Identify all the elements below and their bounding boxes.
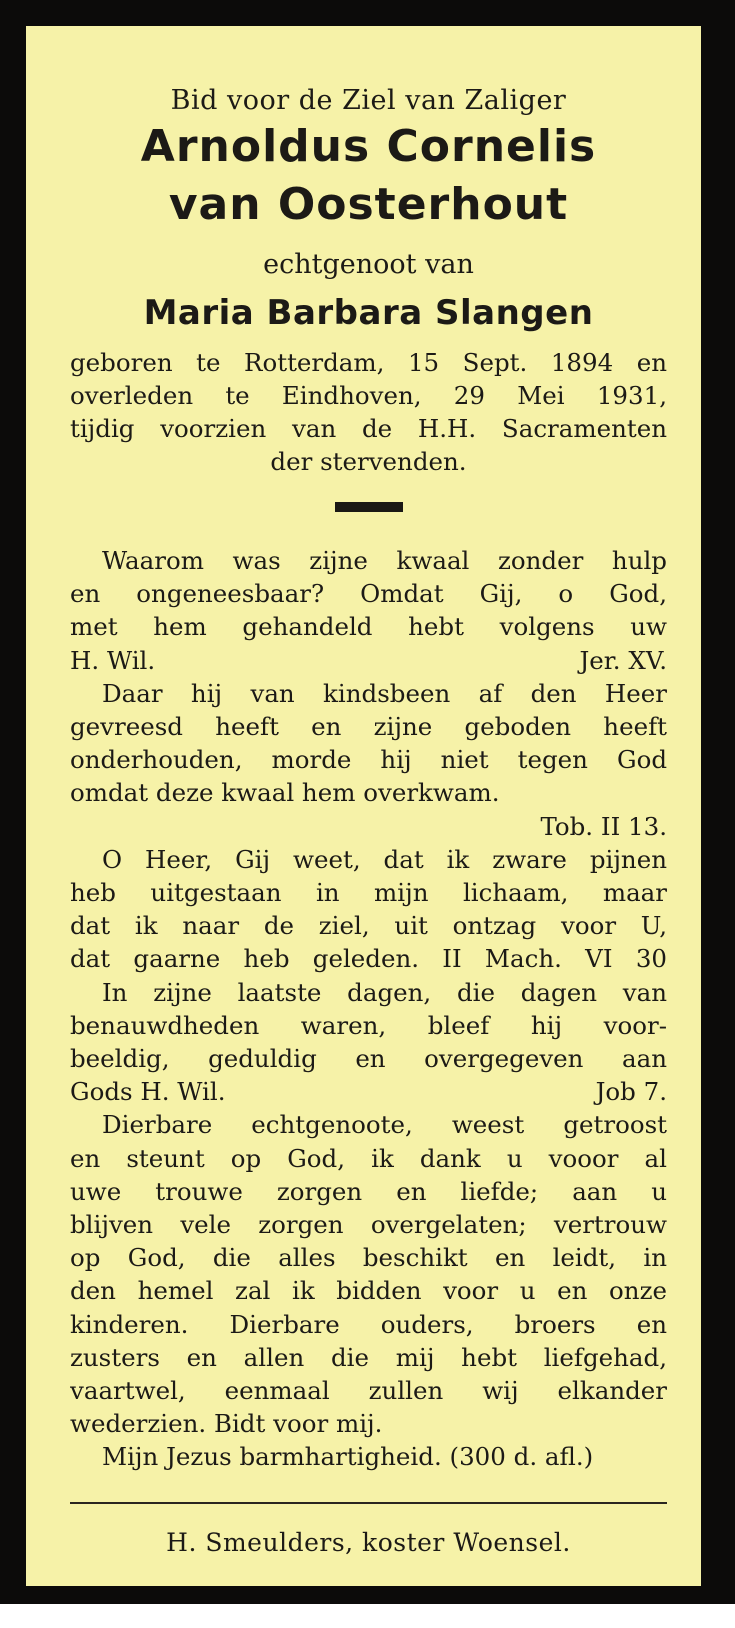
verse-line: en steunt op God, ik dank u vooor al [70, 1143, 667, 1173]
indulgence-prayer: Mijn Jezus barmhartigheid. (300 d. afl.) [102, 1442, 594, 1472]
memorial-card [26, 26, 701, 1586]
verse-line: onderhouden, morde hij niet tegen God [70, 745, 667, 775]
verse-line: dat gaarne heb geleden. II Mach. VI 30 [70, 944, 667, 974]
verse-line: Waarom was zijne kwaal zonder hulp [102, 546, 667, 575]
verse-line: omdat deze kwaal hem overkwam. [70, 778, 500, 808]
verse-line: Gods H. Wil. [70, 1077, 226, 1107]
verse-line: blijven vele zorgen overgelaten; vertrouw [70, 1210, 667, 1240]
bio-line: der stervenden. [270, 447, 467, 476]
verse-line: op God, die alles beschikt en leidt, in [70, 1243, 667, 1273]
scripture-reference: Jer. XV. [579, 645, 667, 675]
verse-line: den hemel zal ik bidden voor u en onze [70, 1276, 667, 1306]
biography [70, 346, 667, 478]
verse-line: en ongeneesbaar? Omdat Gij, o God, [70, 579, 667, 609]
divider-bar [335, 502, 403, 512]
verse-line: Daar hij van kindsbeen af den Heer [102, 678, 667, 708]
verse-line: met hem gehandeld hebt volgens uw [70, 612, 667, 642]
verse-line: H. Wil. [70, 645, 156, 675]
scripture-reference: Tob. II 13. [540, 811, 667, 841]
verse-line: beeldig, geduldig en overgegeven aan [70, 1044, 667, 1074]
scan-edge [0, 1604, 735, 1628]
verse-line: kinderen. Dierbare ouders, broers en [70, 1309, 667, 1339]
verse-line: benauwdheden waren, bleef hij voor- [70, 1010, 667, 1040]
verse-line-with-reference [70, 644, 667, 677]
verse-line: Dierbare echtgenoote, weest getroost [102, 1110, 667, 1140]
bio-line: tijdig voorzien van de H.H. Sacramenten [70, 414, 667, 443]
verse-line: uwe trouwe zorgen en liefde; aan u [70, 1176, 667, 1206]
prayer-heading: Bid voor de Ziel van Zaliger [170, 85, 567, 116]
bio-line: geboren te Rotterdam, 15 Sept. 1894 en [70, 348, 667, 377]
verse-line: wederzien. Bidt voor mij. [70, 1409, 383, 1439]
verse-line: O Heer, Gij weet, dat ik zware pijnen [102, 844, 667, 874]
spouse-name: Maria Barbara Slangen [143, 293, 594, 333]
deceased-name-line2: van Oosterhout [168, 179, 569, 230]
verse-line-with-reference [70, 1075, 667, 1108]
verse-line: dat ik naar de ziel, uit ontzag voor U, [70, 911, 667, 941]
verse-line: gevreesd heeft en zijne geboden heeft [70, 712, 667, 742]
footer-divider [70, 1502, 667, 1504]
printer-credit: H. Smeulders, koster Woensel. [166, 1527, 571, 1557]
spouse-of-label: echtgenoot van [263, 249, 474, 280]
verse-line: zusters en allen die mij hebt liefgehad, [70, 1342, 667, 1372]
deceased-name-line1: Arnoldus Cornelis [140, 121, 597, 172]
verse-line: heb uitgestaan in mijn lichaam, maar [70, 878, 667, 908]
verse-line: vaartwel, eenmaal zullen wij elkander [70, 1376, 667, 1406]
scripture-verses [70, 544, 667, 1474]
verse-line: In zijne laatste dagen, die dagen van [102, 977, 667, 1007]
scripture-reference: Job 7. [595, 1077, 667, 1107]
bio-line: overleden te Eindhoven, 29 Mei 1931, [70, 381, 667, 410]
